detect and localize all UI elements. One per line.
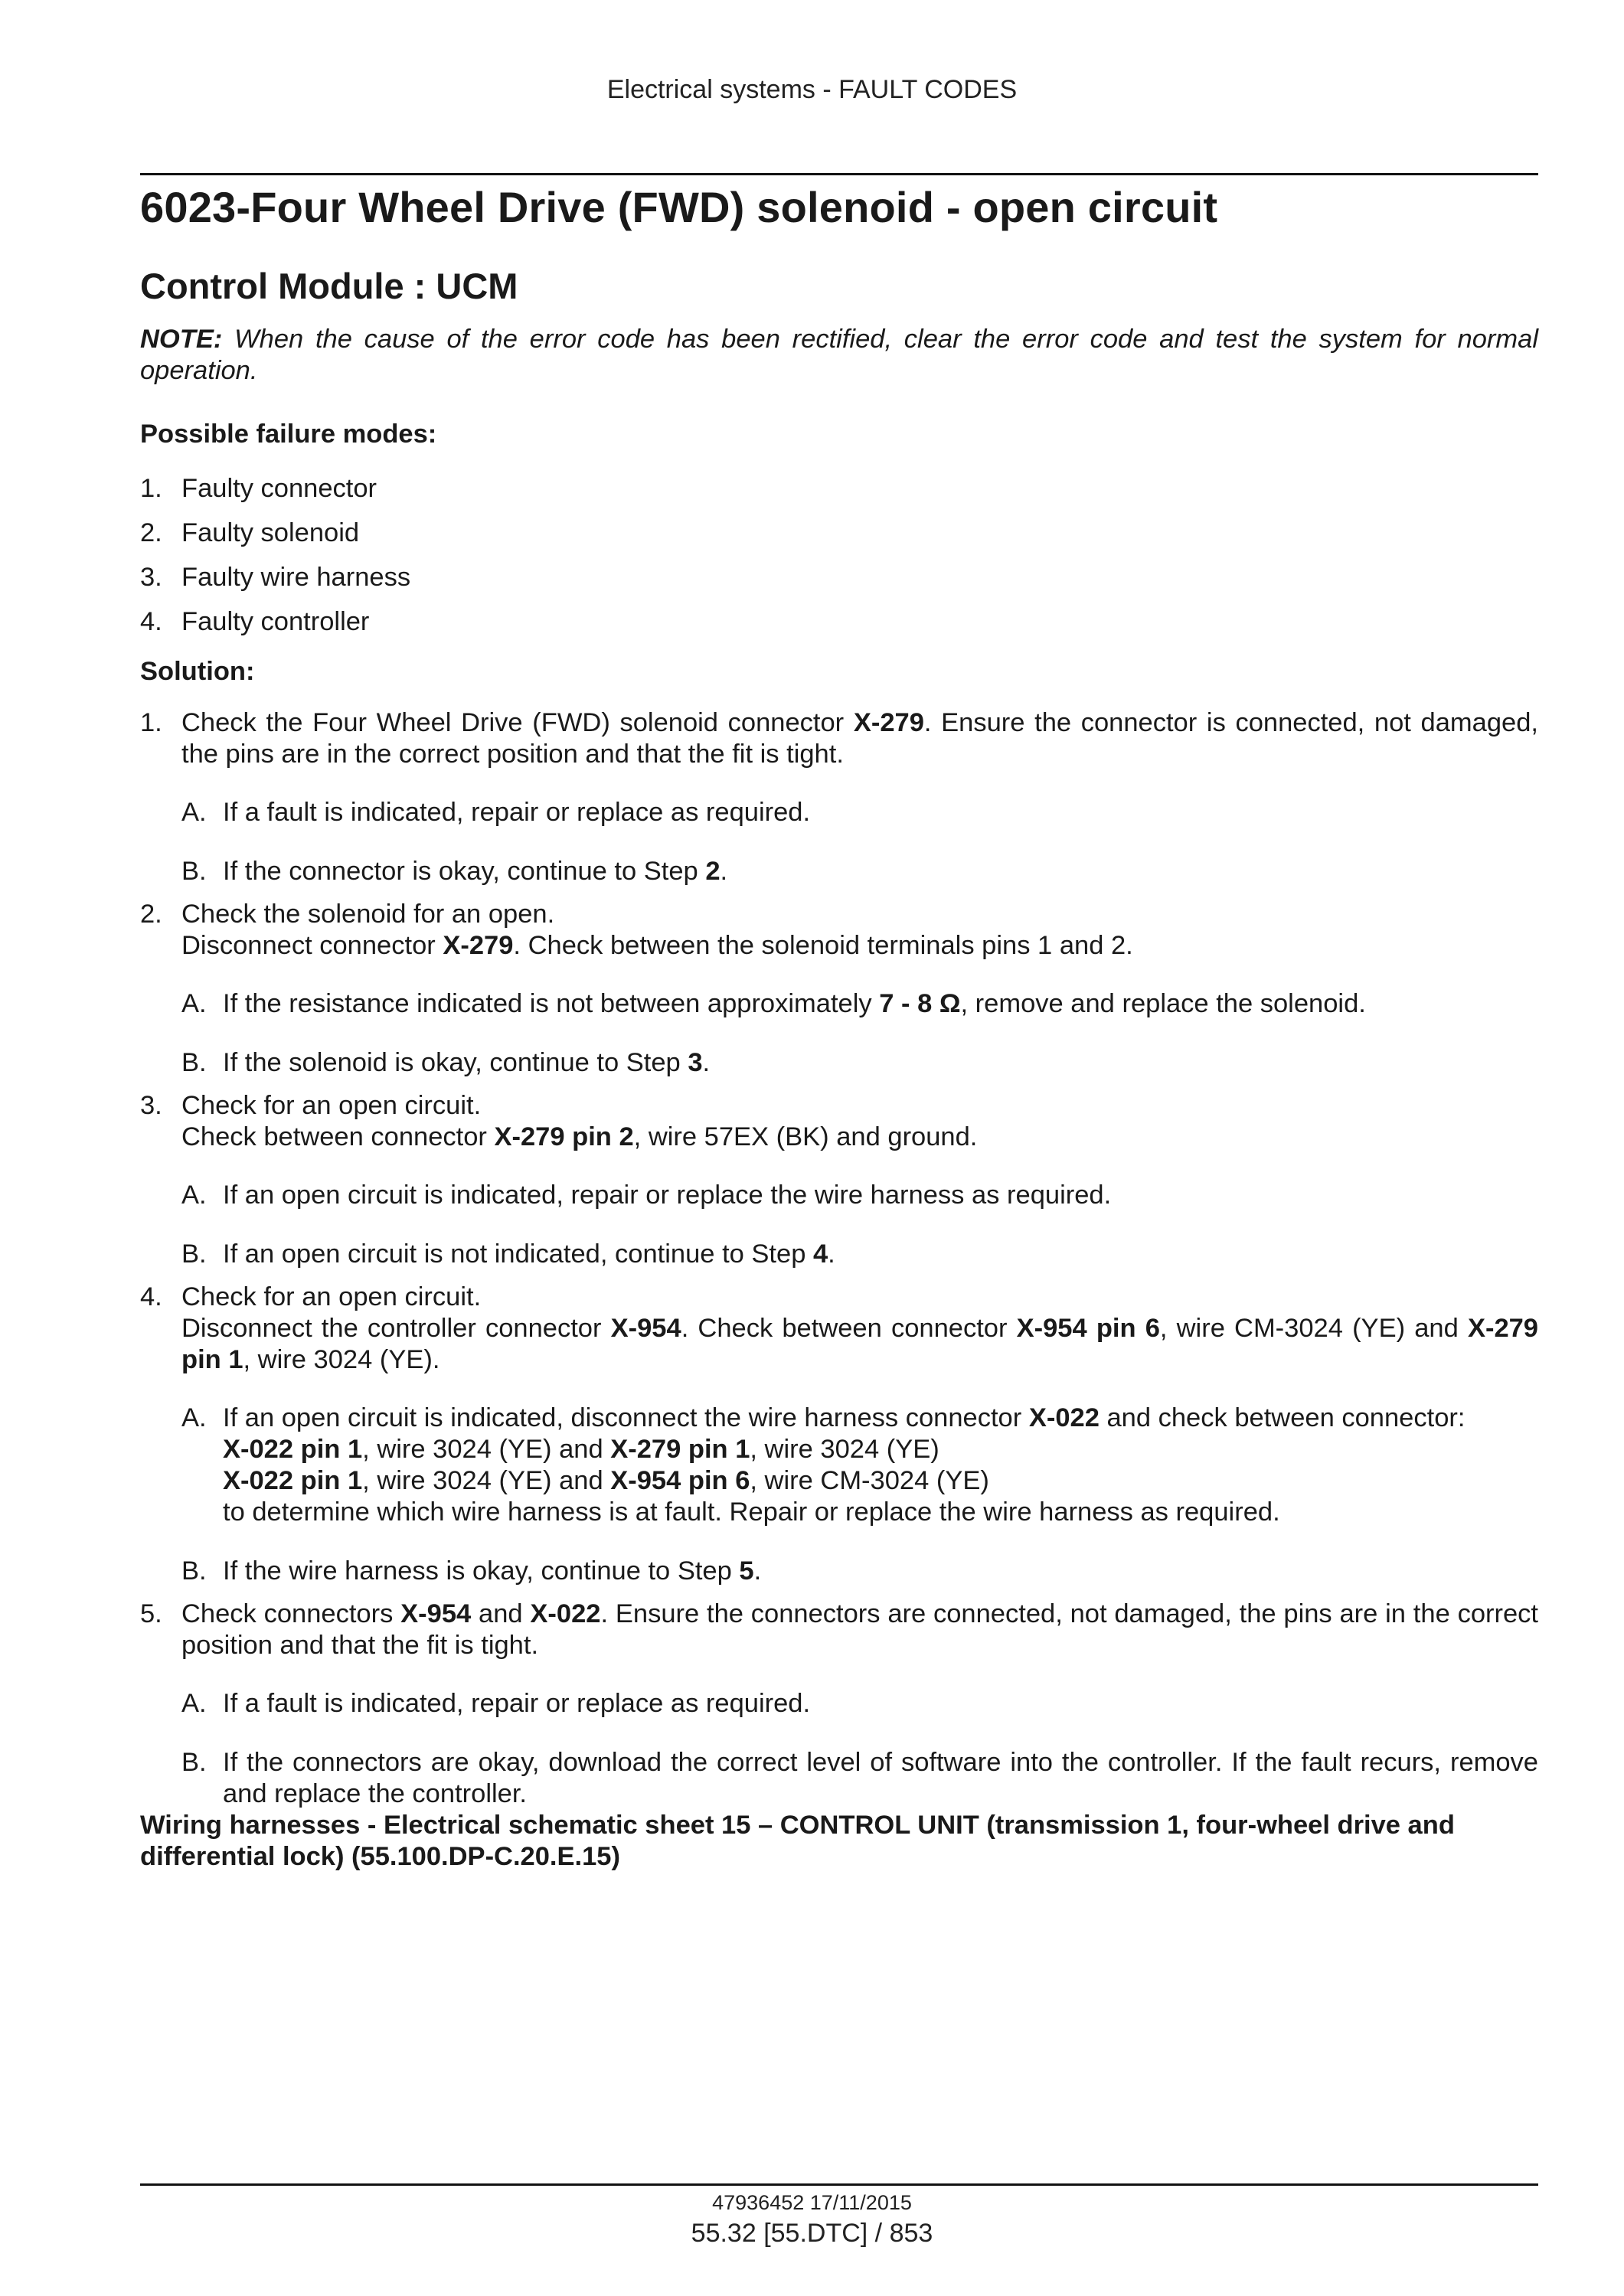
connector-ref: X-022 <box>530 1599 601 1628</box>
sub-letter: A. <box>181 798 207 827</box>
item-text: Faulty controller <box>181 607 370 636</box>
control-module-value: UCM <box>436 266 518 306</box>
text-run: , remove and replace the solenoid. <box>960 989 1366 1018</box>
connector-ref: X-279 pin 2 <box>494 1122 634 1151</box>
text-run: , wire 3024 (YE). <box>243 1345 440 1374</box>
sub-letter: A. <box>181 1689 207 1718</box>
sub-letter: B. <box>181 857 207 886</box>
failure-modes-list <box>140 473 1538 638</box>
solution-step-4 <box>140 1282 1538 1587</box>
header-rule <box>140 173 1538 175</box>
text-run: , wire 3024 (YE) and <box>362 1435 611 1464</box>
sub-letter: B. <box>181 1048 207 1077</box>
sub-step-b <box>181 1556 1538 1587</box>
text-run: , wire 57EX (BK) and ground. <box>633 1122 978 1151</box>
item-number: 2. <box>140 518 162 547</box>
failure-mode-item <box>140 473 1538 505</box>
step-text <box>181 707 1538 770</box>
step-ref: 4 <box>812 1239 828 1269</box>
footer-rule <box>140 2183 1538 2186</box>
text-run: . <box>702 1048 711 1077</box>
step-text <box>181 1313 1538 1376</box>
text-run: . Check between connector <box>681 1314 1017 1343</box>
connector-ref: X-022 pin 1 <box>223 1466 363 1495</box>
sub-step-a <box>181 1688 1538 1720</box>
sub-text: If a fault is indicated, repair or replace as required. <box>223 798 811 827</box>
text-run: and <box>471 1599 531 1628</box>
control-module-heading <box>140 264 1538 309</box>
note <box>140 324 1538 387</box>
sub-letter: B. <box>181 1239 207 1269</box>
text-run: If the connector is okay, continue to Step <box>223 857 706 886</box>
solution-steps <box>140 707 1538 1810</box>
item-number: 3. <box>140 563 162 592</box>
step-text: Check the solenoid for an open. <box>181 900 555 929</box>
sub-letter: A. <box>181 1181 207 1210</box>
connector-ref: X-954 pin 6 <box>610 1466 750 1495</box>
document-id: 47936452 17/11/2015 <box>712 2191 912 2214</box>
sub-step-a <box>181 797 1538 828</box>
step-number: 4. <box>140 1282 162 1311</box>
step-body <box>181 1282 1538 1587</box>
step-body <box>181 899 1538 1079</box>
item-text: Faulty connector <box>181 474 377 503</box>
step-ref: 5 <box>739 1556 754 1586</box>
item-text: Faulty wire harness <box>181 563 411 592</box>
text-line <box>223 1403 1538 1434</box>
text-run: and check between connector: <box>1099 1403 1466 1432</box>
solution-title: Solution: <box>140 657 255 686</box>
cross-reference-link[interactable]: Wiring harnesses - Electrical schematic sheet 15 – CONTROL UNIT (transmission 1, four-wheel drive and differential lock) (55.100.DP-C.20.E.15) <box>140 1811 1455 1871</box>
connector-ref: X-954 pin 6 <box>1016 1314 1160 1343</box>
step-body <box>181 1090 1538 1270</box>
text-run: If the solenoid is okay, continue to Step <box>223 1048 688 1077</box>
connector-ref: X-279 <box>443 931 514 960</box>
connector-ref: X-279 pin 1 <box>181 1314 1538 1374</box>
sub-step-a <box>181 1180 1538 1211</box>
text-run: Check the Four Wheel Drive (FWD) solenoid connector <box>181 708 854 737</box>
text-run: Disconnect connector <box>181 931 443 960</box>
text-run: , wire 3024 (YE) and <box>362 1466 611 1495</box>
step-number: 2. <box>140 900 162 929</box>
sub-text <box>223 856 1538 887</box>
step-text <box>181 1599 1538 1661</box>
text-line <box>223 1434 1538 1465</box>
note-label: NOTE: <box>140 325 223 354</box>
connector-ref: X-279 <box>853 708 924 737</box>
sub-text <box>223 1403 1538 1528</box>
sub-text <box>223 1239 1538 1270</box>
sub-text: If an open circuit is indicated, repair or replace the wire harness as required. <box>223 1181 1112 1210</box>
failure-mode-item <box>140 606 1538 638</box>
failure-mode-item <box>140 518 1538 549</box>
note-text: When the cause of the error code has been rectified, clear the error code and test the system for normal operation. <box>140 325 1538 385</box>
sub-step-a <box>181 1403 1538 1528</box>
sub-text <box>223 988 1538 1020</box>
text-run: If the wire harness is okay, continue to Step <box>223 1556 740 1586</box>
sub-letter: A. <box>181 989 207 1018</box>
step-text: Check for an open circuit. <box>181 1282 482 1311</box>
text-line: to determine which wire harness is at fault. Repair or replace the wire harness as required. <box>223 1497 1280 1527</box>
solution-step-2 <box>140 899 1538 1079</box>
text-run: Disconnect the controller connector <box>181 1314 611 1343</box>
sub-step-b <box>181 1047 1538 1079</box>
item-text: Faulty solenoid <box>181 518 360 547</box>
sub-text <box>223 1556 1538 1587</box>
failure-modes-title: Possible failure modes: <box>140 420 437 449</box>
step-text: Check for an open circuit. <box>181 1091 482 1120</box>
connector-ref: X-279 pin 1 <box>610 1435 750 1464</box>
connector-ref: X-022 <box>1028 1403 1100 1432</box>
solution-step-3 <box>140 1090 1538 1270</box>
sub-step-b <box>181 1239 1538 1270</box>
step-body <box>181 1599 1538 1810</box>
solution-step-1 <box>140 707 1538 887</box>
text-run: If an open circuit is not indicated, continue to Step <box>223 1239 813 1269</box>
sub-text: If the connectors are okay, download the correct level of software into the controller. If the fault recurs, remove and replace the controller. <box>223 1748 1538 1808</box>
text-run: . Ensure the connectors are connected, not damaged, the pins are in the correct position and that the fit is tight. <box>181 1599 1539 1660</box>
step-text <box>181 1122 1538 1153</box>
step-number: 3. <box>140 1091 162 1120</box>
text-run: Check between connector <box>181 1122 495 1151</box>
sub-letter: A. <box>181 1403 207 1432</box>
sub-step-b <box>181 1747 1538 1810</box>
step-text <box>181 930 1538 962</box>
connector-ref: X-022 pin 1 <box>223 1435 363 1464</box>
step-number: 1. <box>140 708 162 737</box>
sub-step-a <box>181 988 1538 1020</box>
text-run: . <box>753 1556 762 1586</box>
text-run: . <box>828 1239 835 1269</box>
text-run: If an open circuit is indicated, disconnect the wire harness connector <box>223 1403 1029 1432</box>
text-run: . <box>720 857 728 886</box>
sub-letter: B. <box>181 1556 207 1586</box>
text-run: If the resistance indicated is not between approximately <box>223 989 880 1018</box>
sub-text: If a fault is indicated, repair or replace as required. <box>223 1689 811 1718</box>
text-run: Check connectors <box>181 1599 401 1628</box>
text-run: , wire CM-3024 (YE) <box>750 1466 989 1495</box>
resistance-value: 7 - 8 Ω <box>879 989 961 1018</box>
text-run: . Check between the solenoid terminals pins 1 and 2. <box>513 931 1133 960</box>
page-reference: 55.32 [55.DTC] / 853 <box>691 2219 933 2248</box>
text-run: , wire CM-3024 (YE) and <box>1159 1314 1468 1343</box>
step-body <box>181 707 1538 887</box>
text-run: , wire 3024 (YE) <box>750 1435 939 1464</box>
item-number: 1. <box>140 474 162 503</box>
solution-step-5 <box>140 1599 1538 1810</box>
step-number: 5. <box>140 1599 162 1628</box>
failure-mode-item <box>140 562 1538 593</box>
fault-code-title: 6023-Four Wheel Drive (FWD) solenoid - open circuit <box>140 183 1218 231</box>
running-header: Electrical systems - FAULT CODES <box>606 75 1018 104</box>
item-number: 4. <box>140 607 162 636</box>
step-ref: 2 <box>705 857 721 886</box>
document-body <box>140 179 1538 1873</box>
sub-letter: B. <box>181 1748 207 1777</box>
connector-ref: X-954 <box>610 1314 681 1343</box>
control-module-label: Control Module : <box>140 266 426 306</box>
step-ref: 3 <box>688 1048 703 1077</box>
sub-step-b <box>181 856 1538 887</box>
text-run: . Ensure the connector is connected, not damaged, the pins are in the correct position and that the fit is tight. <box>181 708 1538 769</box>
connector-ref: X-954 <box>400 1599 472 1628</box>
text-line <box>223 1465 1538 1497</box>
sub-text <box>223 1047 1538 1079</box>
